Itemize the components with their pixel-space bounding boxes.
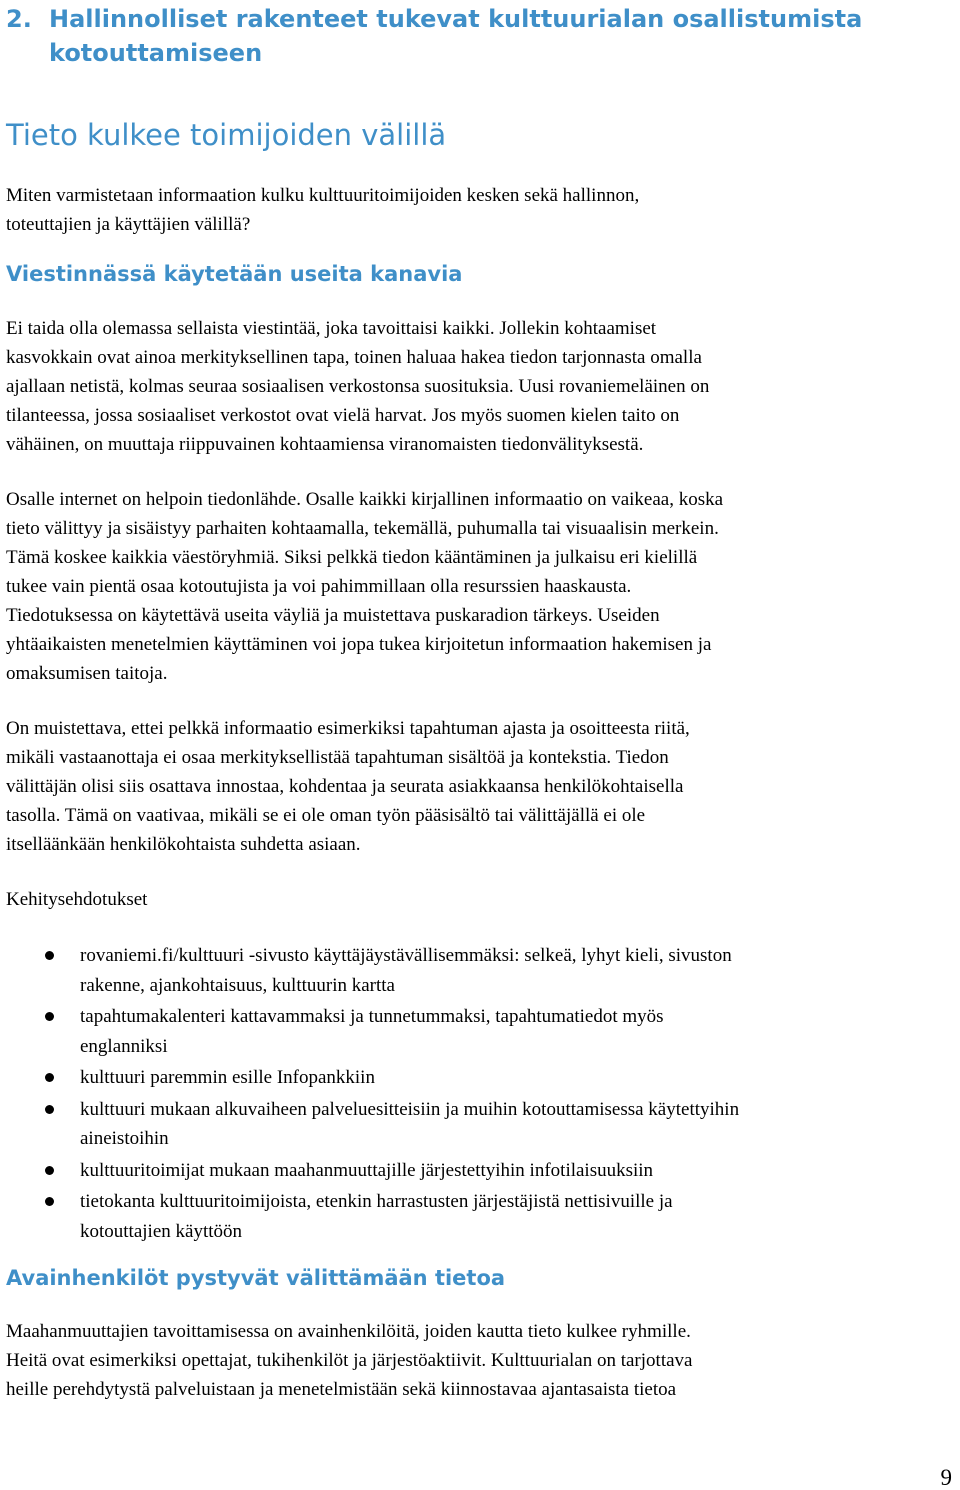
paragraph-line: mikäli vastaanottaja ei osaa merkityksellistää tapahtuman sisältöä ja kontekstia. Tiedon xyxy=(6,747,669,768)
list-item-line: kulttuuritoimijat mukaan maahanmuuttajille järjestettyihin infotilaisuuksiin xyxy=(80,1159,654,1181)
list-item xyxy=(6,1187,960,1246)
paragraph-line: Tiedotuksessa on käytettävä useita väyliä ja muistettava puskaradion tärkeys. Useiden xyxy=(6,605,660,626)
paragraph-line: Ei taida olla olemassa sellaista viestintää, joka tavoittaisi kaikki. Jollekin kohtaamiset xyxy=(6,318,657,339)
heading-channels: Viestinnässä käytetään useita kanavia xyxy=(6,262,463,286)
suggestions-list xyxy=(6,941,960,1248)
list-item xyxy=(6,1095,960,1154)
bullet-icon xyxy=(45,1012,54,1021)
bullet-icon xyxy=(45,1105,54,1114)
list-item-line: kulttuuri paremmin esille Infopankkiin xyxy=(80,1067,375,1088)
heading-key-persons: Avainhenkilöt pystyvät välittämään tietoa xyxy=(6,1266,506,1290)
paragraph-line: Tämä koskee kaikkia väestöryhmiä. Siksi pelkkä tiedon kääntäminen ja julkaisu eri kielillä xyxy=(6,547,698,568)
paragraph-line: tieto välittyy ja sisäistyy parhaiten kohtaamalla, tekemällä, puhumalla tai visuaalisin merkein. xyxy=(6,518,719,539)
list-item-line: tapahtumakalenteri kattavammaksi ja tunnetummaksi, tapahtumatiedot myös xyxy=(80,1006,664,1027)
paragraph-line: tasolla. Tämä on vaativaa, mikäli se ei ole oman työn pääsisältö tai välittäjällä ei ole xyxy=(6,805,646,826)
list-item-line: tietokanta kulttuuritoimijoista, etenkin harrastusten järjestäjistä nettisivuille ja xyxy=(80,1191,673,1212)
section-heading-line-1 xyxy=(6,2,936,36)
paragraph-4 xyxy=(6,1317,956,1404)
paragraph-line: Maahanmuuttajien tavoittamisessa on avainhenkilöitä, joiden kautta tieto kulkee ryhmille. xyxy=(6,1321,691,1342)
page-number: 9 xyxy=(940,1465,952,1490)
paragraph-line: heille perehdytystä palveluistaan ja menetelmistään sekä kiinnostavaa ajantasaista tietoa xyxy=(6,1379,677,1400)
lead-question-line: Miten varmistetaan informaation kulku kulttuuritoimijoiden kesken sekä hallinnon, xyxy=(6,185,640,206)
list-item-line: englanniksi xyxy=(80,1035,168,1057)
paragraph-line: tukee vain pientä osaa kotoutujista ja voi pahimmillaan olla resurssien haaskausta. xyxy=(6,576,632,597)
lead-question xyxy=(6,181,954,239)
list-item-line: rakenne, ajankohtaisuus, kulttuurin kartta xyxy=(80,974,395,996)
paragraph-line: ajallaan netistä, kolmas seuraa sosiaalisen verkostonsa suosituksia. Uusi rovaniemeläinen on xyxy=(6,376,710,397)
paragraph-1 xyxy=(6,314,956,459)
subtitle: Tieto kulkee toimijoiden välillä xyxy=(6,118,447,152)
bullet-icon xyxy=(45,1166,54,1175)
paragraph-3 xyxy=(6,714,956,859)
list-item xyxy=(6,941,960,1000)
list-item-line: kotouttajien käyttöön xyxy=(80,1220,243,1242)
bullet-icon xyxy=(45,951,54,960)
suggestions-title: Kehitysehdotukset xyxy=(6,889,148,910)
bullet-icon xyxy=(45,1073,54,1082)
paragraph-line: vähäinen, on muuttaja riippuvainen kohtaamiensa viranomaisten tiedonvälityksestä. xyxy=(6,434,644,455)
section-heading-line-2 xyxy=(6,36,936,70)
paragraph-line: tilanteessa, jossa sosiaaliset verkostot ovat vielä harvat. Jos myös suomen kielen taito on xyxy=(6,405,680,426)
paragraph-line: On muistettava, ettei pelkkä informaatio esimerkiksi tapahtuman ajasta ja osoitteesta riitä, xyxy=(6,718,690,739)
paragraph-line: kasvokkain ovat ainoa merkityksellinen tapa, toinen haluaa hakea tiedon tarjonnasta omalla xyxy=(6,347,702,368)
paragraph-line: Osalle internet on helpoin tiedonlähde. Osalle kaikki kirjallinen informaatio on vaikeaa, koska xyxy=(6,489,724,510)
paragraph-line: omaksumisen taitoja. xyxy=(6,663,168,684)
list-item-line: aineistoihin xyxy=(80,1128,169,1149)
list-item xyxy=(6,1002,960,1061)
section-number: 2. xyxy=(6,5,32,33)
section-heading xyxy=(6,2,936,70)
section-heading-text-2: kotouttamiseen xyxy=(49,39,263,67)
list-item-line: rovaniemi.fi/kulttuuri -sivusto käyttäjäystävällisemmäksi: selkeä, lyhyt kieli, sivuston xyxy=(80,945,732,966)
paragraph-2 xyxy=(6,485,956,688)
paragraph-line: itselläänkään henkilökohtaista suhdetta asiaan. xyxy=(6,834,361,855)
paragraph-line: yhtäaikaisten menetelmien käyttäminen voi jopa tukea kirjoitetun informaation hakemisen ja xyxy=(6,634,712,655)
list-item xyxy=(6,1063,960,1093)
paragraph-line: välittäjän olisi siis osattava innostaa, kohdentaa ja seurata asiakkaansa henkilökohtaisella xyxy=(6,776,684,797)
section-heading-text-1: Hallinnolliset rakenteet tukevat kulttuurialan osallistumista xyxy=(49,5,863,33)
bullet-icon xyxy=(45,1197,54,1206)
paragraph-line: Heitä ovat esimerkiksi opettajat, tukihenkilöt ja järjestöaktiivit. Kulttuurialan on tarjottava xyxy=(6,1350,693,1371)
list-item xyxy=(6,1156,960,1186)
list-item-line: kulttuuri mukaan alkuvaiheen palveluesitteisiin ja muihin kotouttamisessa käytettyihin xyxy=(80,1098,740,1120)
lead-question-line: toteuttajien ja käyttäjien välillä? xyxy=(6,214,251,235)
